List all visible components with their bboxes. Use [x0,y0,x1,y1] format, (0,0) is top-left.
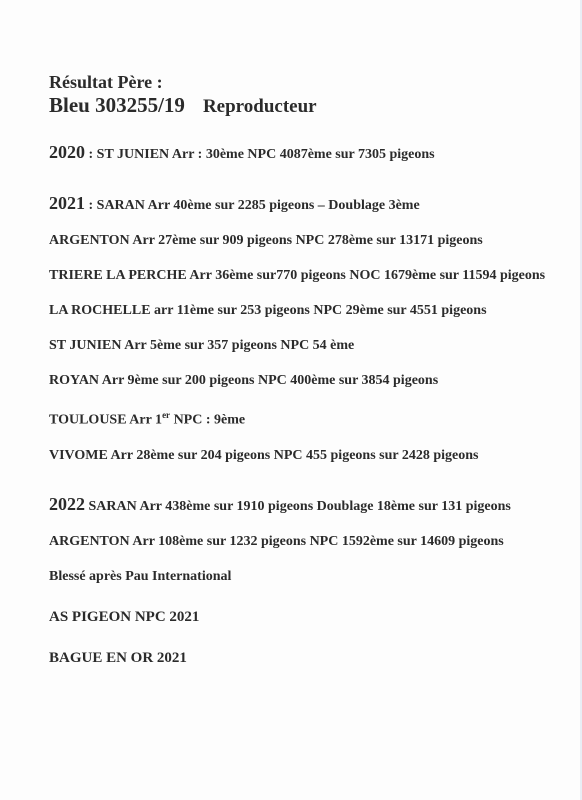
result-2022-argenton: ARGENTON Arr 108ème sur 1232 pigeons NPC 1592ème sur 14609 pigeons [49,533,504,549]
result-2021-st-junien: ST JUNIEN Arr 5ème sur 357 pigeons NPC 54 ème [49,338,355,353]
result-2021-la-rochelle: LA ROCHELLE arr 11ème sur 253 pigeons NPC 29ème sur 4551 pigeons [49,303,487,318]
result-2021-argenton: ARGENTON Arr 27ème sur 909 pigeons NPC 278ème sur 13171 pigeons [49,233,483,248]
award-golden-ring: BAGUE EN OR 2021 [49,649,187,666]
result-2020 [49,143,564,164]
injury-note: Blessé après Pau International [49,568,232,584]
document-body [49,72,564,668]
result-2021-vivome: VIVOME Arr 28ème sur 204 pigeons NPC 455 pigeons sur 2428 pigeons [49,447,479,463]
result-2021-saran-text: : SARAN Arr 40ème sur 2285 pigeons – Doublage 3ème [85,198,420,213]
year-2021: 2021 [49,193,85,213]
result-2021-toulouse: TOULOUSE Arr 1er NPC : 9ème [49,410,246,428]
award-as-pigeon: AS PIGEON NPC 2021 [49,608,200,625]
year-2022: 2022 [49,493,85,514]
result-2021-triere-la-perche: TRIERE LA PERCHE Arr 36ème sur770 pigeons NOC 1679ème sur 11594 pigeons [49,268,546,283]
breeder-status: Reproducteur [202,96,317,117]
result-father-heading: Résultat Père : [49,72,163,92]
result-2022-saran-text: SARAN Arr 438ème sur 1910 pigeons Doublage 18ème sur 131 pigeons [85,498,511,514]
result-2020-text: : ST JUNIEN Arr : 30ème NPC 4087ème sur 7305 pigeons [85,147,435,162]
result-2021-royan: ROYAN Arr 9ème sur 200 pigeons NPC 400ème sur 3854 pigeons [49,373,439,388]
year-2020: 2020 [49,142,85,162]
pigeon-identity [49,93,564,119]
ring-number: Bleu 303255/19 [49,93,185,117]
result-2021-saran [49,194,564,215]
result-2022-saran [49,495,564,516]
